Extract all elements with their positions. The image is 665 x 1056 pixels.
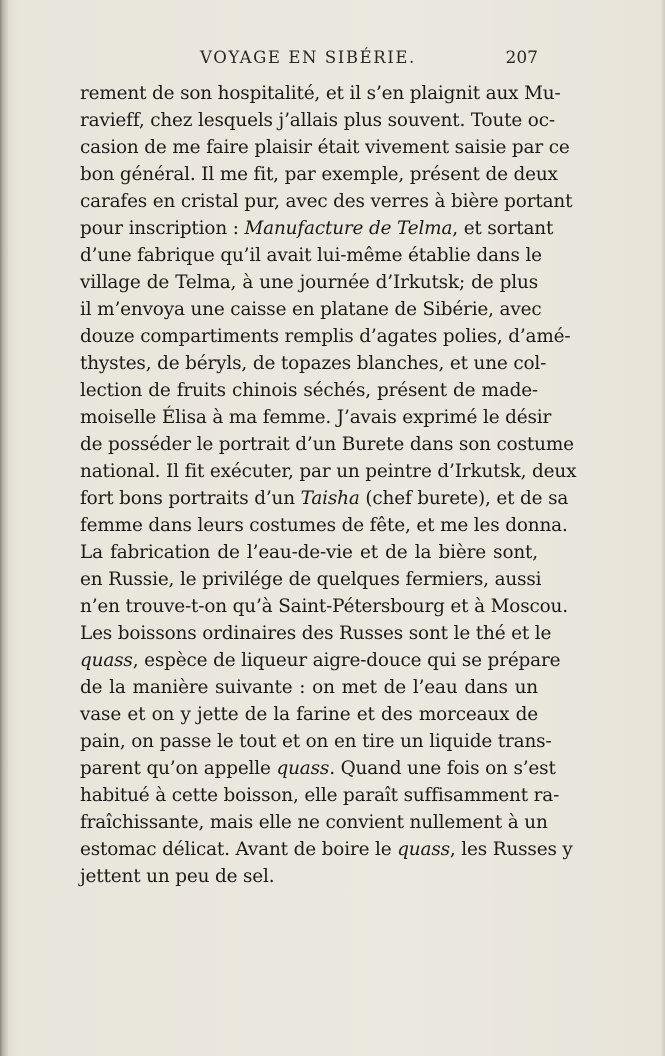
text-run: . Quand une fois on s’est: [329, 758, 556, 779]
text-run: fraîchissante, mais elle ne convient nullement à un: [80, 812, 548, 833]
text-run: casion de me faire plaisir était vivement saisie par ce: [80, 137, 570, 158]
text-run: rement de son hospitalité, et il s’en plaignit aux Mu-: [80, 83, 561, 104]
text-line: [80, 350, 547, 377]
text-line: [80, 512, 568, 539]
text-run: vase et on y jette de la farine et des morceaux de: [80, 704, 538, 725]
text-run: Les boissons ordinaires des Russes sont le thé et le: [80, 623, 552, 644]
text-line: [80, 269, 538, 296]
text-line: [80, 377, 538, 404]
text-line: [80, 701, 538, 728]
text-run: moiselle Élisa à ma femme. J’avais exprimé le désir: [80, 407, 552, 428]
page-number: 207: [505, 48, 538, 68]
text-run: , les Russes y: [449, 839, 573, 860]
text-run: pain, on passe le tout et on en tire un liquide trans-: [80, 731, 552, 752]
text-line: [80, 539, 538, 566]
body-text: [80, 80, 577, 890]
text-run: thystes, de béryls, de topazes blanches, et une col-: [80, 353, 547, 374]
page-edge: [661, 0, 665, 1056]
text-line: [80, 404, 552, 431]
italic-run: Taisha: [300, 488, 360, 509]
text-run: habitué à cette boisson, elle paraît suffisamment ra-: [80, 785, 560, 806]
text-run: il m’envoya une caisse en platane de Sibérie, avec: [80, 299, 542, 320]
text-run: , espèce de liqueur aigre-douce qui se prépare: [132, 650, 561, 671]
text-line: [80, 728, 552, 755]
text-line: [80, 863, 538, 890]
text-line: [80, 755, 556, 782]
text-line: [80, 566, 542, 593]
text-line: [80, 296, 542, 323]
text-run: parent qu’on appelle: [80, 758, 277, 779]
italic-run: Manufacture de Telma: [244, 218, 453, 239]
text-line: [80, 620, 552, 647]
text-line: [80, 134, 570, 161]
text-line: [80, 674, 538, 701]
text-run: de posséder le portrait d’un Burete dans son costume: [80, 434, 574, 455]
running-head: [80, 48, 538, 74]
text-run: ravieff, chez lesquels j’allais plus souvent. Toute oc-: [80, 110, 555, 131]
running-head-title: VOYAGE EN SIBÉRIE.: [200, 48, 416, 67]
italic-run: quass: [80, 650, 133, 671]
text-run: carafes en cristal pur, avec des verres à bière portant: [80, 191, 573, 212]
text-line: [80, 458, 577, 485]
text-line: [80, 782, 560, 809]
text-run: estomac délicat. Avant de boire le: [80, 839, 398, 860]
text-run: n’en trouve-t-on qu’à Saint-Pétersbourg et à Moscou.: [80, 596, 568, 617]
text-line: [80, 242, 542, 269]
text-run: jettent un peu de sel.: [80, 866, 275, 887]
text-line: [80, 647, 561, 674]
text-line: [80, 161, 558, 188]
italic-run: quass: [276, 758, 330, 779]
text-line: [80, 107, 555, 134]
text-line: [80, 836, 573, 863]
text-run: bon général. Il me fit, par exemple, présent de deux: [80, 164, 558, 185]
text-line: [80, 593, 568, 620]
text-line: [80, 323, 571, 350]
text-line: [80, 809, 548, 836]
text-run: en Russie, le privilége de quelques fermiers, aussi: [80, 569, 542, 590]
text-run: (chef burete), et de sa: [359, 488, 569, 509]
text-line: [80, 215, 554, 242]
text-run: douze compartiments remplis d’agates polies, d’amé-: [80, 326, 571, 347]
text-run: pour inscription :: [80, 218, 245, 239]
text-run: , et sortant: [452, 218, 554, 239]
text-run: lection de fruits chinois séchés, présent de made-: [80, 380, 538, 401]
text-line: [80, 80, 561, 107]
text-line: [80, 431, 574, 458]
text-run: national. Il fit exécuter, par un peintre d’Irkutsk, deux: [80, 461, 577, 482]
text-line: [80, 485, 569, 512]
binding-shadow: [0, 0, 8, 1056]
text-run: femme dans leurs costumes de fête, et me les donna.: [80, 515, 568, 536]
italic-run: quass: [397, 839, 450, 860]
text-run: village de Telma, à une journée d’Irkutsk; de plus: [80, 272, 538, 293]
text-line: [80, 188, 573, 215]
text-run: fort bons portraits d’un: [80, 488, 301, 509]
text-run: La fabrication de l’eau-de-vie et de la bière sont,: [80, 542, 538, 563]
text-run: d’une fabrique qu’il avait lui-même établie dans le: [80, 245, 542, 266]
text-run: de la manière suivante : on met de l’eau dans un: [80, 677, 538, 698]
